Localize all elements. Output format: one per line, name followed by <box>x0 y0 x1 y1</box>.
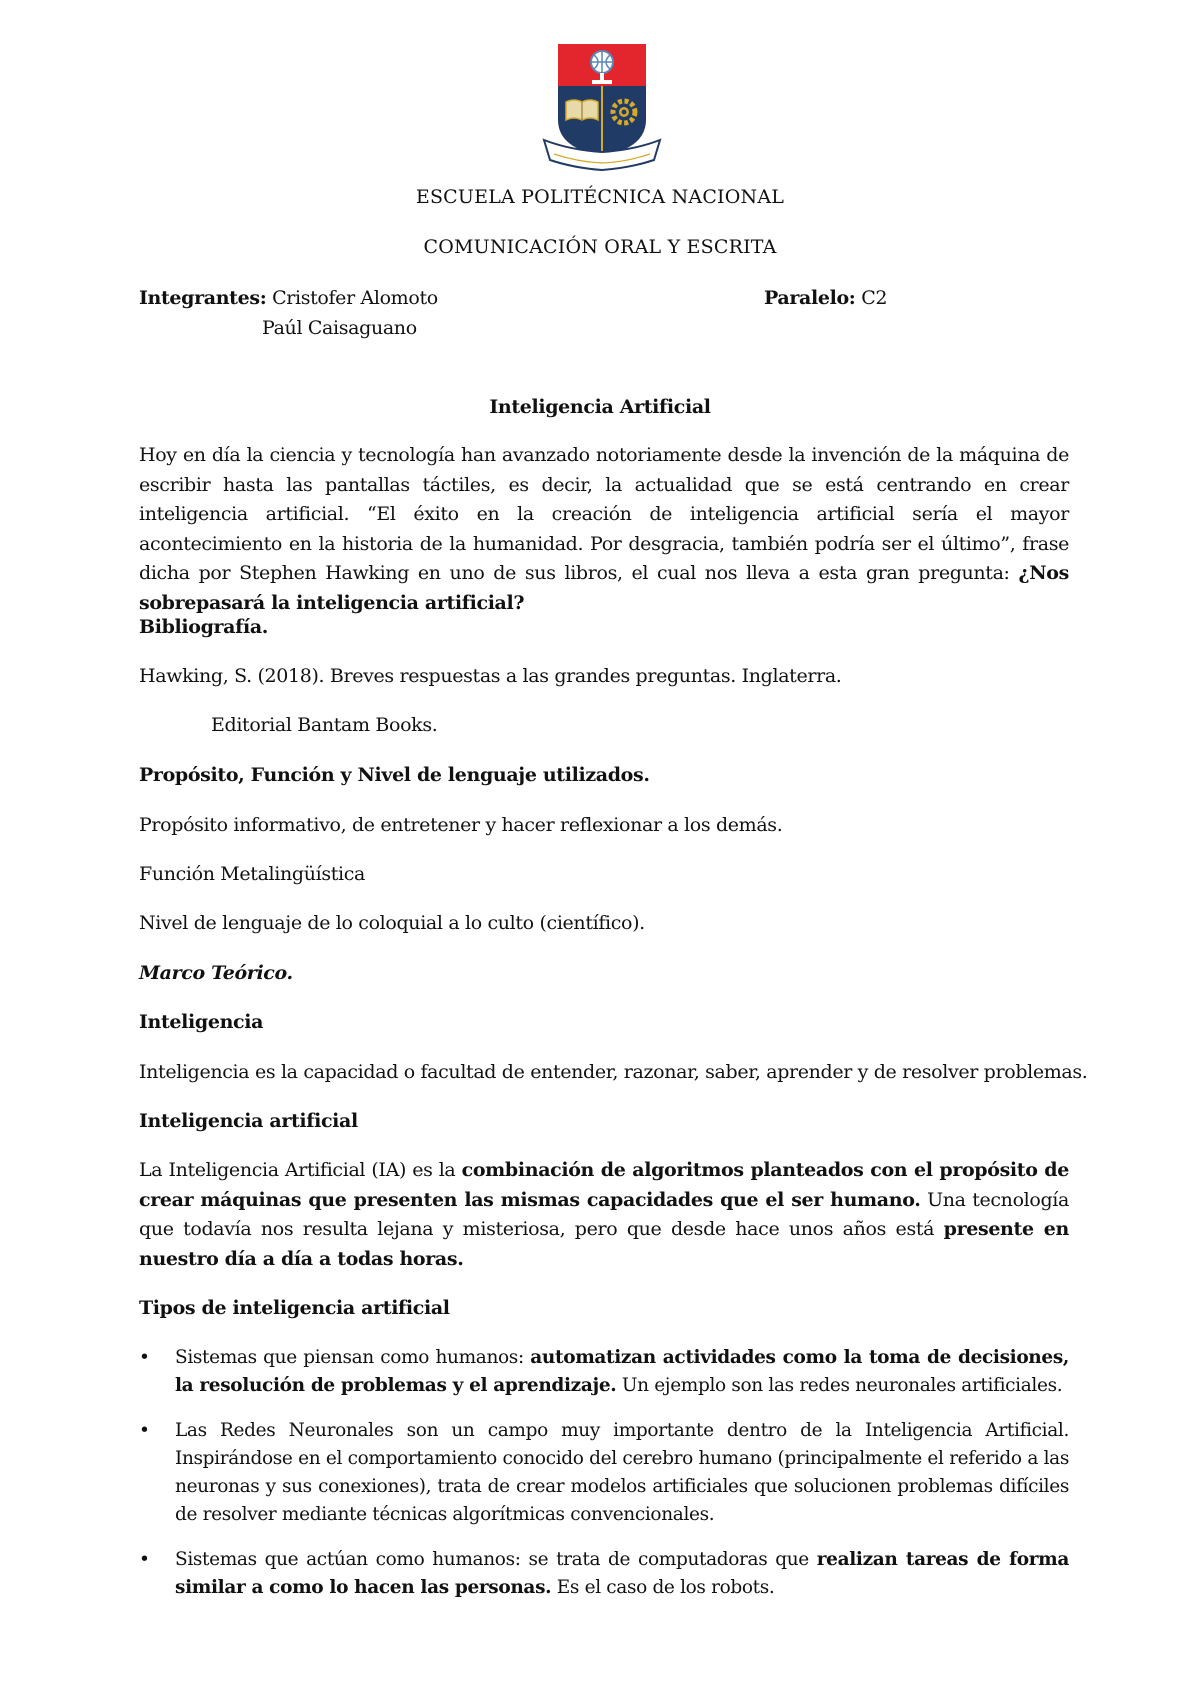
list-item <box>139 1546 1069 1602</box>
purpose-heading: Propósito, Función y Nivel de lenguaje utilizados. <box>139 764 650 786</box>
parallel-value: C2 <box>861 287 888 309</box>
intro-paragraph <box>139 441 1069 618</box>
list-item-bold: automatizan actividades como la toma de decisiones, la resolución de problemas y el aprendizaje. <box>175 1347 1069 1396</box>
member-name: Cristofer Alomoto <box>272 287 438 309</box>
member-name: Paúl Caisaguano <box>262 317 417 339</box>
bibliography-publisher: Editorial Bantam Books. <box>211 714 438 736</box>
bibliography-entry: Hawking, S. (2018). Breves respuestas a las grandes preguntas. Inglaterra. <box>139 665 842 687</box>
members-block <box>139 284 438 313</box>
list-item-text: Un ejemplo son las redes neuronales artificiales. <box>621 1375 1063 1396</box>
bibliography-heading: Bibliografía. <box>139 616 269 638</box>
list-item-text: Es el caso de los robots. <box>556 1577 775 1598</box>
parallel-label: Paralelo: <box>764 287 856 309</box>
intelligence-definition: Inteligencia es la capacidad o facultad de entender, razonar, saber, aprender y de resolver problemas. <box>139 1061 1088 1083</box>
institution-name: ESCUELA POLITÉCNICA NACIONAL <box>415 186 785 208</box>
ai-heading: Inteligencia artificial <box>139 1110 358 1132</box>
parallel-block <box>764 284 887 313</box>
bullet-icon: • <box>139 1549 150 1570</box>
list-item-text: Sistemas que actúan como humanos: se trata de computadoras que <box>175 1549 809 1570</box>
list-item <box>139 1417 1069 1529</box>
intelligence-heading: Inteligencia <box>139 1011 264 1033</box>
course-name: COMUNICACIÓN ORAL Y ESCRITA <box>423 236 777 258</box>
ai-text-part: Una tecnología que todavía nos resulta lejana y misteriosa, pero que desde hace unos años está <box>139 1188 1069 1240</box>
document-title: Inteligencia Artificial <box>489 396 711 418</box>
purpose-text: Propósito informativo, de entretener y hacer reflexionar a los demás. <box>139 814 783 836</box>
members-label: Integrantes: <box>139 287 267 309</box>
ai-text-bold-part: combinación de algoritmos planteados con el propósito de crear máquinas que presenten las mismas capacidades que el ser humano. <box>139 1159 1069 1211</box>
intro-question: ¿Nos sobrepasará la inteligencia artificial? <box>139 562 1069 614</box>
list-item-text: Sistemas que piensan como humanos: <box>175 1347 524 1368</box>
ai-text-bold-part: presente en nuestro día a día a todas horas. <box>139 1218 1069 1270</box>
bullet-icon: • <box>139 1420 150 1441</box>
ai-text-part: La Inteligencia Artificial (IA) es la <box>139 1159 456 1181</box>
framework-heading: Marco Teórico. <box>139 962 293 984</box>
institution-logo <box>540 42 664 180</box>
list-item-bold: realizan tareas de forma similar a como lo hacen las personas. <box>175 1549 1069 1598</box>
bullet-icon: • <box>139 1347 150 1368</box>
list-item-text: Las Redes Neuronales son un campo muy importante dentro de la Inteligencia Artificial. Inspirándose en el comportamiento conocido del cerebro humano (principalmente el referido a las neuronas y sus conexiones), trata de crear modelos artificiales que solucionen problemas difíciles de resolver mediante técnicas algorítmicas convencionales. <box>175 1420 1069 1525</box>
list-item <box>139 1344 1069 1400</box>
intro-text: Hoy en día la ciencia y tecnología han avanzado notoriamente desde la invención de la máquina de escribir hasta las pantallas táctiles, es decir, la actualidad que se está centrando en crear inteligencia artificial. “El éxito en la creación de inteligencia artificial sería el mayor acontecimiento en la historia de la humanidad. Por desgracia, también podría ser el último”, frase dicha por Stephen Hawking en uno de sus libros, el cual nos lleva a esta gran pregunta: <box>139 444 1069 584</box>
ai-definition-paragraph <box>139 1156 1069 1274</box>
function-text: Función Metalingüística <box>139 863 365 885</box>
language-level-text: Nivel de lenguaje de lo coloquial a lo culto (científico). <box>139 912 645 934</box>
ai-types-heading: Tipos de inteligencia artificial <box>139 1297 450 1319</box>
